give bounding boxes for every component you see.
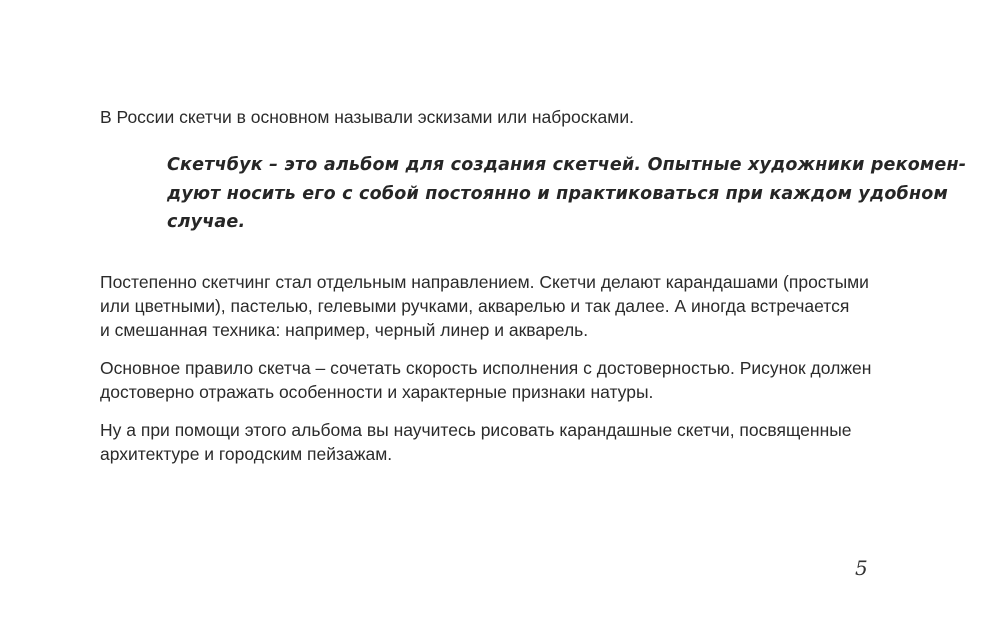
paragraph-album-purpose <box>100 418 880 466</box>
paragraph-line: или цветными), пастелью, гелевыми ручками, акварелью и так далее. А иногда встречается <box>100 296 850 316</box>
paragraph-line: достоверно отражать особенности и характерные признаки натуры. <box>100 382 654 402</box>
quote-line-2: дуют носить его с собой постоянно и практиковаться при каждом удобном <box>167 183 948 204</box>
quote-line-3: случае. <box>167 212 246 232</box>
paragraph-line: Основное правило скетча – сочетать скорость исполнения с достоверностью. Рисунок должен <box>100 358 872 378</box>
page-number: 5 <box>855 556 868 580</box>
paragraph-main-rule <box>100 356 880 404</box>
paragraph-line: Ну а при помощи этого альбома вы научитесь рисовать карандашные скетчи, посвященные <box>100 420 852 440</box>
highlighted-quote <box>167 151 967 237</box>
intro-paragraph <box>100 105 880 129</box>
paragraph-line: архитектуре и городским пейзажам. <box>100 444 393 464</box>
paragraph-techniques <box>100 270 880 342</box>
paragraph-line: Постепенно скетчинг стал отдельным направлением. Скетчи делают карандашами (простыми <box>100 272 869 292</box>
intro-line: В России скетчи в основном называли эскизами или набросками. <box>100 107 634 127</box>
quote-line-1: Скетчбук – это альбом для создания скетчей. Опытные художники рекомен- <box>167 155 967 175</box>
paragraph-line: и смешанная техника: например, черный линер и акварель. <box>100 320 589 340</box>
